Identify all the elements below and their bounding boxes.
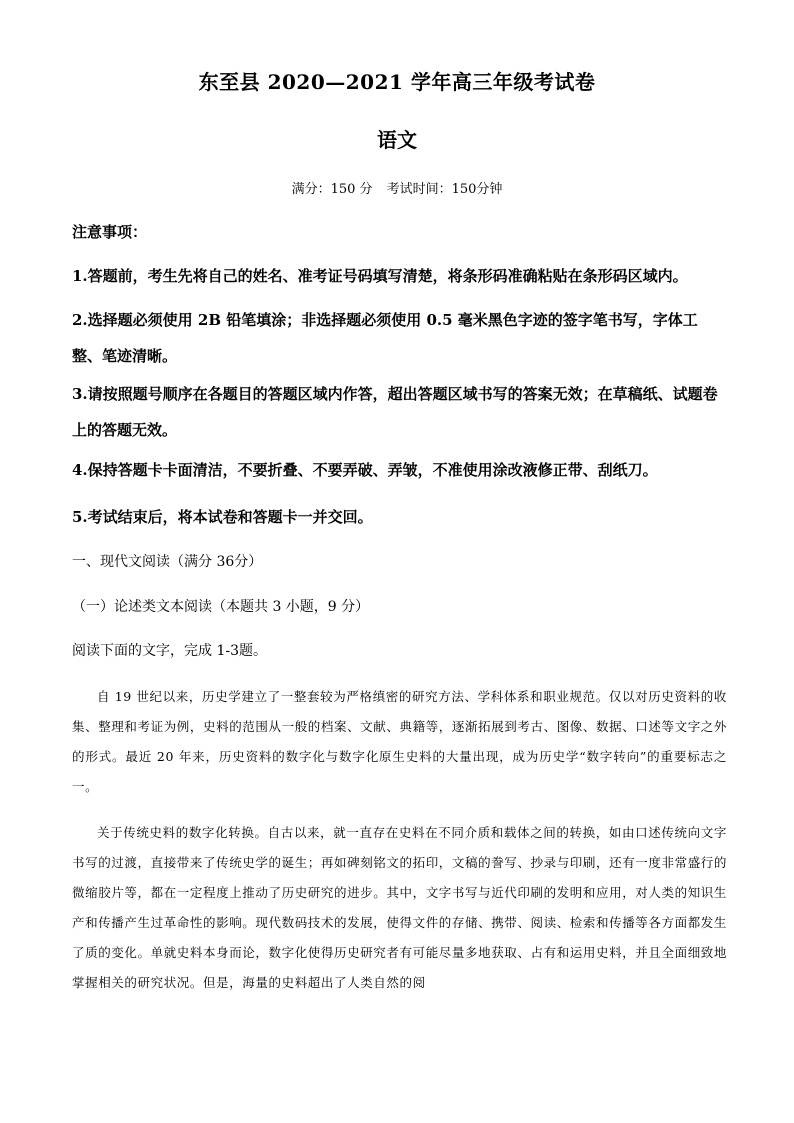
- exam-meta: [0, 178, 794, 197]
- instruction-text: 阅读下面的文字，完成 1-3题。: [72, 643, 267, 659]
- exam-time: 考试时间：150分钟: [386, 182, 503, 197]
- full-score: 满分：150 分: [291, 182, 373, 197]
- note-item: 3.请按照题号顺序在各题目的答题区域内作答，超出答题区域书写的答案无效；在草稿纸、试题卷上的答题无效。: [72, 385, 718, 439]
- passage-paragraph-1: 自 19 世纪以来，历史学建立了一整套较为严格缜密的研究方法、学科体系和职业规范。仅以对历史资料的收集、整理和考证为例，史料的范围从一般的档案、文献、典籍等，逐渐拓展到考古、图像、数据、口述等文字之外的形式。最近 20 年来，历史资料的数字化与数字化原生史料的大量出现，成为历史学“数字转向”的重要标志之一。: [72, 689, 728, 794]
- subsection-heading: （一）论述类文本阅读（本题共 3 小题，9 分）: [72, 599, 370, 615]
- note-item: 5.考试结束后，将本试卷和答题卡一并交回。: [72, 508, 373, 526]
- note-item: 4.保持答题卡卡面清洁，不要折叠、不要弄破、弄皱，不准使用涂改液修正带、刮纸刀。: [72, 461, 658, 479]
- subject-title: 语文: [377, 128, 417, 152]
- exam-title: 东至县 2020—2021 学年高三年级考试卷: [198, 70, 596, 94]
- note-item: 1.答题前，考生先将自己的姓名、准考证号码填写清楚，将条形码准确粘贴在条形码区域内。: [72, 267, 688, 285]
- notes-title: 注意事项：: [72, 223, 148, 241]
- passage-paragraph-2: 关于传统史料的数字化转换。自古以来，就一直存在史料在不同介质和载体之间的转换，如由口述传统向文字书写的过渡，直接带来了传统史学的诞生；再如碑刻铭文的拓印，文稿的誊写、抄录与印刷，还有一度非常盛行的微缩胶片等，都在一定程度上推动了历史研究的进步。其中，文字书写与近代印刷的发明和应用，对人类的知识生产和传播产生过革命性的影响。现代数码技术的发展，使得文件的存储、携带、阅读、检索和传播等各方面都发生了质的变化。单就史料本身而论，数字化使得历史研究者有可能尽量多地获取、占有和运用史料，并且全面细致地掌握相关的研究状况。但是，海量的史料超出了人类自然的阅: [72, 825, 728, 990]
- section-heading: 一、现代文阅读（满分 36分）: [72, 554, 263, 570]
- note-item: 2.选择题必须使用 2B 铅笔填涂；非选择题必须使用 0.5 毫米黑色字迹的签字笔书写，字体工整、笔迹清晰。: [72, 311, 698, 365]
